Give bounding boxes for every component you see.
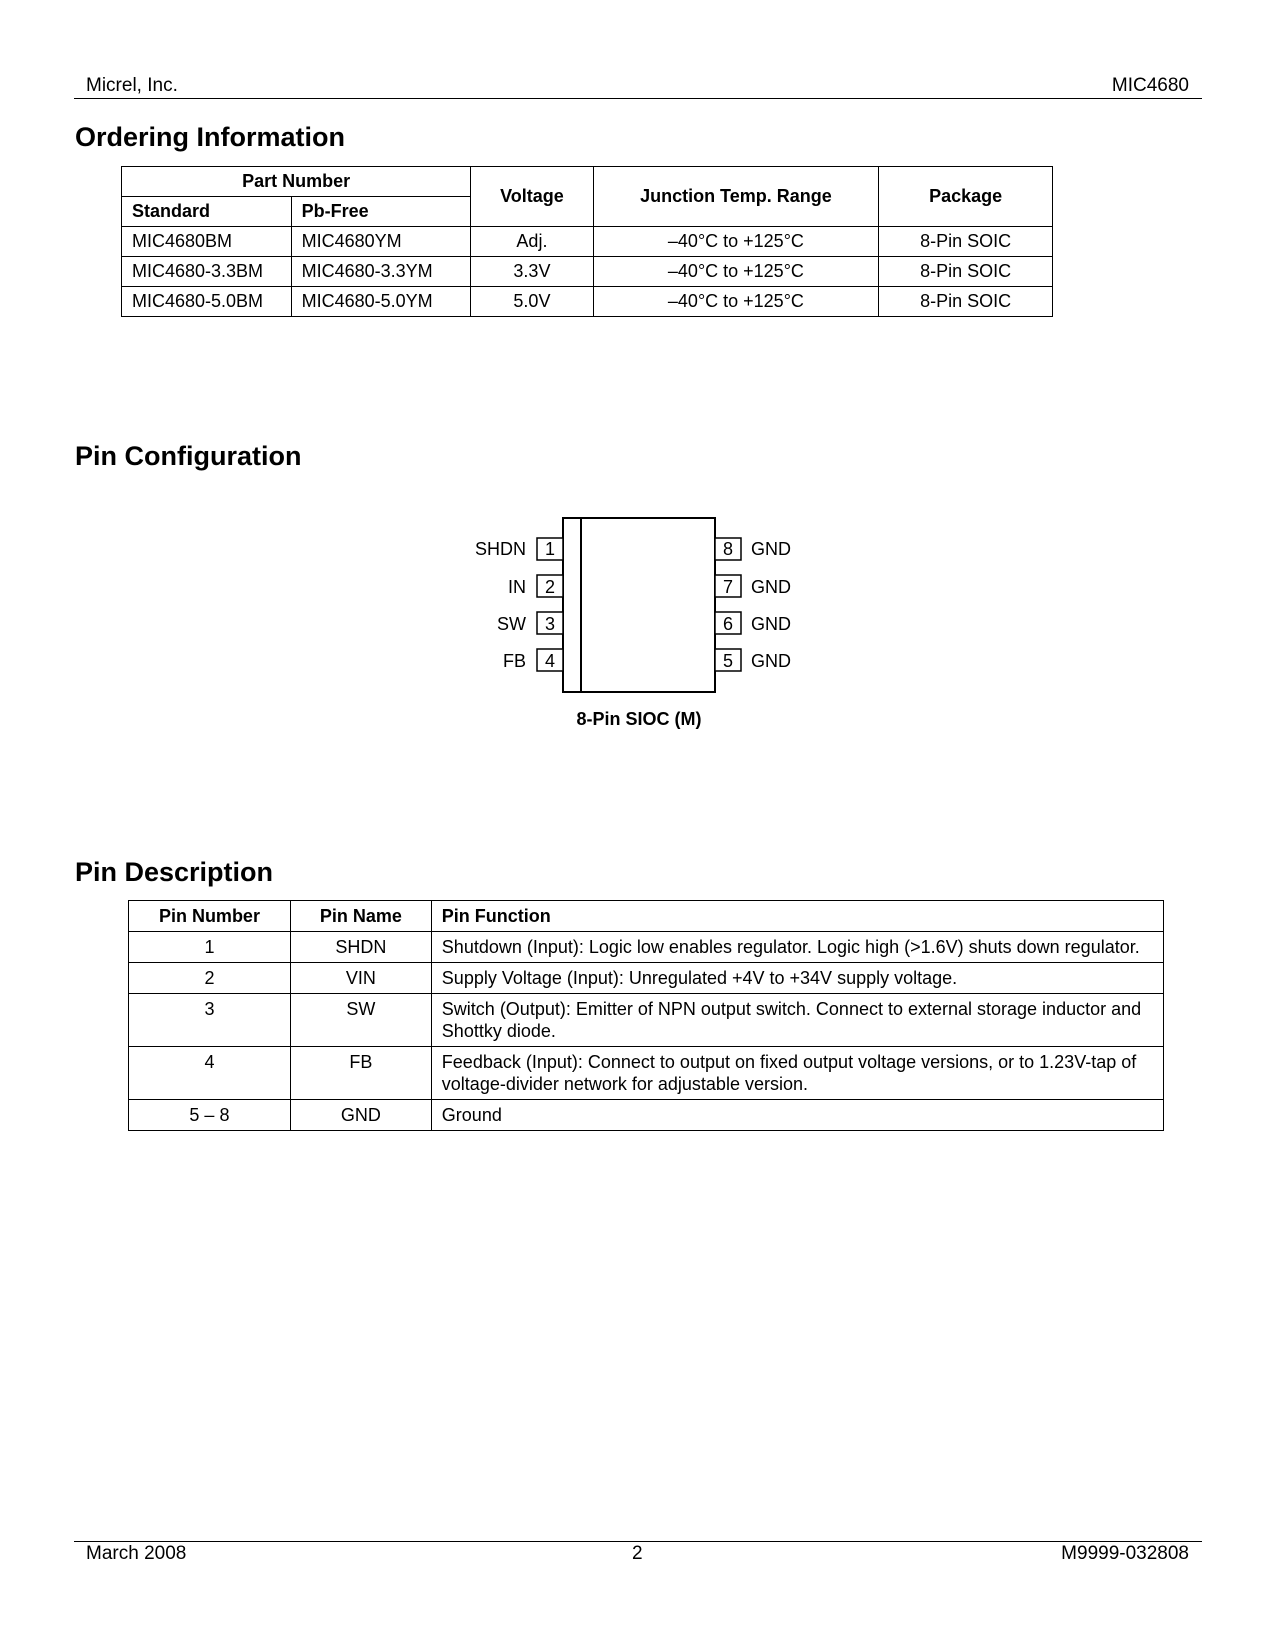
ordering-header-temp: Junction Temp. Range bbox=[593, 167, 879, 227]
table-row bbox=[129, 1100, 1164, 1131]
pin-2 bbox=[508, 575, 563, 597]
pin-desc-cell-number: 2 bbox=[129, 963, 291, 994]
ordering-cell-temp: –40°C to +125°C bbox=[593, 227, 879, 257]
ordering-cell-standard: MIC4680-5.0BM bbox=[122, 287, 292, 317]
pin-diagram bbox=[440, 505, 820, 735]
pin-desc-cell-function: Feedback (Input): Connect to output on fixed output voltage versions, or to 1.23V-tap of voltage-divider network for adjustable version. bbox=[431, 1047, 1163, 1100]
ordering-cell-package: 8-Pin SOIC bbox=[879, 227, 1053, 257]
pin-desc-cell-function: Ground bbox=[431, 1100, 1163, 1131]
table-row bbox=[129, 1047, 1164, 1100]
pin-desc-header-name: Pin Name bbox=[290, 901, 431, 932]
footer-rule bbox=[74, 1541, 1202, 1542]
pin-3 bbox=[497, 612, 563, 634]
header-company: Micrel, Inc. bbox=[86, 75, 178, 96]
ordering-cell-pbfree: MIC4680-5.0YM bbox=[291, 287, 471, 317]
pin-name: GND bbox=[751, 651, 791, 671]
ordering-table bbox=[121, 166, 1053, 317]
pin-config-title: Pin Configuration bbox=[75, 441, 302, 471]
pin-desc-cell-number: 1 bbox=[129, 932, 291, 963]
pin-name: FB bbox=[502, 651, 526, 671]
table-row bbox=[122, 257, 1053, 287]
ordering-cell-voltage: 5.0V bbox=[471, 287, 593, 317]
ordering-cell-package: 8-Pin SOIC bbox=[879, 287, 1053, 317]
ordering-cell-temp: –40°C to +125°C bbox=[593, 257, 879, 287]
table-row bbox=[129, 963, 1164, 994]
pin-desc-cell-name: SHDN bbox=[290, 932, 431, 963]
pin-desc-cell-function: Switch (Output): Emitter of NPN output switch. Connect to external storage inductor and Shottky diode. bbox=[431, 994, 1163, 1047]
ordering-cell-voltage: Adj. bbox=[471, 227, 593, 257]
pin-name: IN bbox=[508, 577, 526, 597]
pin-number: 7 bbox=[722, 577, 734, 597]
pin-5 bbox=[715, 649, 791, 671]
table-row bbox=[129, 994, 1164, 1047]
footer-doc-number: M9999-032808 bbox=[1061, 1543, 1189, 1564]
pin-number: 8 bbox=[722, 539, 734, 559]
footer-page-number: 2 bbox=[632, 1543, 643, 1564]
pin-desc-cell-name: GND bbox=[290, 1100, 431, 1131]
ic-body bbox=[563, 518, 715, 692]
table-row bbox=[122, 227, 1053, 257]
pin-number: 2 bbox=[544, 577, 556, 597]
pin-7 bbox=[715, 575, 791, 597]
ordering-cell-voltage: 3.3V bbox=[471, 257, 593, 287]
pin-name: GND bbox=[751, 614, 791, 634]
pin-desc-cell-name: FB bbox=[290, 1047, 431, 1100]
ordering-title: Ordering Information bbox=[75, 122, 345, 152]
pin-8 bbox=[715, 538, 791, 560]
pin-1 bbox=[475, 538, 563, 560]
pin-desc-cell-number: 4 bbox=[129, 1047, 291, 1100]
pin-name: SHDN bbox=[474, 539, 526, 559]
pin-name: GND bbox=[751, 577, 791, 597]
pin-desc-cell-name: SW bbox=[290, 994, 431, 1047]
ordering-cell-standard: MIC4680BM bbox=[122, 227, 292, 257]
pin-desc-table bbox=[128, 900, 1164, 1131]
pin-desc-cell-function: Shutdown (Input): Logic low enables regulator. Logic high (>1.6V) shuts down regulator. bbox=[431, 932, 1163, 963]
header-part-number: MIC4680 bbox=[1111, 75, 1189, 96]
ordering-cell-pbfree: MIC4680-3.3YM bbox=[291, 257, 471, 287]
pin-name: GND bbox=[751, 539, 791, 559]
pin-desc-title: Pin Description bbox=[75, 857, 274, 887]
footer-date: March 2008 bbox=[86, 1543, 187, 1564]
ordering-cell-standard: MIC4680-3.3BM bbox=[122, 257, 292, 287]
header-rule bbox=[74, 98, 1202, 99]
pin-number: 6 bbox=[722, 614, 734, 634]
pin-name: SW bbox=[497, 614, 526, 634]
pin-number: 4 bbox=[544, 651, 556, 671]
pin-desc-cell-name: VIN bbox=[290, 963, 431, 994]
pin-desc-cell-number: 5 – 8 bbox=[129, 1100, 291, 1131]
ordering-cell-package: 8-Pin SOIC bbox=[879, 257, 1053, 287]
pin-desc-cell-number: 3 bbox=[129, 994, 291, 1047]
ordering-cell-temp: –40°C to +125°C bbox=[593, 287, 879, 317]
table-row bbox=[129, 932, 1164, 963]
ordering-header-part-number: Part Number bbox=[122, 167, 471, 197]
pin-4 bbox=[503, 649, 563, 671]
ordering-header-package: Package bbox=[879, 167, 1053, 227]
ordering-cell-pbfree: MIC4680YM bbox=[291, 227, 471, 257]
pin-desc-header-function: Pin Function bbox=[431, 901, 1163, 932]
pin-desc-cell-function: Supply Voltage (Input): Unregulated +4V to +34V supply voltage. bbox=[431, 963, 1163, 994]
ordering-header-pbfree: Pb-Free bbox=[291, 197, 471, 227]
ordering-header-standard: Standard bbox=[122, 197, 292, 227]
ordering-header-voltage: Voltage bbox=[471, 167, 593, 227]
pin-number: 1 bbox=[544, 539, 556, 559]
pin-diagram-caption: 8-Pin SIOC (M) bbox=[576, 709, 702, 729]
pin-number: 3 bbox=[544, 614, 556, 634]
pin-6 bbox=[715, 612, 791, 634]
pin-desc-header-number: Pin Number bbox=[129, 901, 291, 932]
table-row bbox=[122, 287, 1053, 317]
pin-number: 5 bbox=[722, 651, 734, 671]
